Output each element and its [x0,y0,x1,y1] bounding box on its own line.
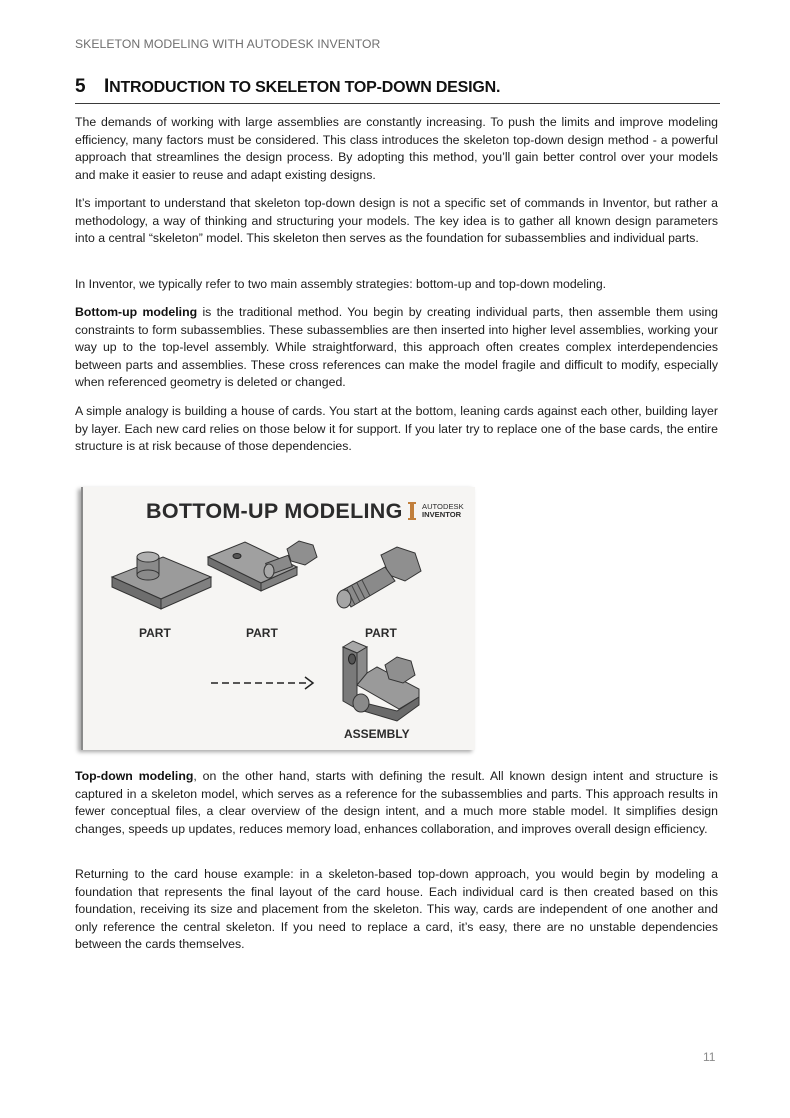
paragraph-strategies: In Inventor, we typically refer to two main assembly strategies: bottom-up and top-down modeling. [75,277,607,291]
section-title: INTRODUCTION TO SKELETON TOP-DOWN DESIGN. [104,76,501,97]
part-plate-bolt-icon [205,539,323,607]
inventor-i-icon [408,502,416,520]
running-header: SKELETON MODELING WITH AUTODESK INVENTOR [75,37,381,51]
part-label: PART [365,626,397,640]
figure-title: BOTTOM-UP MODELING [146,499,403,523]
section-heading [75,76,720,104]
page-number: 11 [703,1050,716,1064]
paragraph-intro: The demands of working with large assemblies are constantly increasing. To push the limits and improve modeling efficiency, many factors must be considered. This class introduces the skeleton top-down design method - a powerful approach that streamlines the design process. By adopting this method, you’ll gain better control over your models and make it easier to reuse and adapt existing designs. [75,115,718,182]
part-label: PART [139,626,171,640]
section-number: 5 [75,76,86,97]
term-top-down: Top-down modeling [75,769,194,783]
part-label: PART [246,626,278,640]
dashed-arrow-icon [209,675,319,691]
part-block-cylinder-icon [109,549,215,619]
paragraph-methodology: It’s important to understand that skeleton top-down design is not a specific set of commands in Inventor, but rather a methodology, a way of thinking and structuring your models. The key idea is to gather all known design parameters into a central “skeleton” model. This skeleton then serves as the foundation for subassemblies and individual parts. [75,196,718,246]
autodesk-inventor-logo: AUTODESK INVENTOR [408,502,464,520]
paragraph-bottom-up: Bottom-up modeling is the traditional method. You begin by creating individual parts, then assemble them using constraints to form subassemblies. These subassemblies are then inserted into higher level assemblies, working your way up to the top-level assembly. While straightforward, this approach often creates complex interdependencies between parts and assemblies. These cross references can make the model fragile and difficult to modify, especially when referenced geometry is deleted or changed. [75,305,718,390]
assembly-icon [339,639,421,725]
paragraph-card-house-return: Returning to the card house example: in a skeleton-based top-down approach, you would begin by modeling a foundation that represents the final layout of the card house. Each individual card is then created based on this foundation, receiving its size and placement from the skeleton. This way, cards are independent of one another and only reference the central skeleton. If you need to replace a card, it’s easy, there are no unstable dependencies between the cards themselves. [75,867,718,952]
term-bottom-up: Bottom-up modeling [75,305,198,319]
bottom-up-modeling-figure [81,487,475,750]
assembly-label: ASSEMBLY [344,727,410,741]
part-hex-bolt-icon [333,545,425,617]
paragraph-top-down: Top-down modeling, on the other hand, starts with defining the result. All known design intent and structure is captured in a skeleton model, which serves as a reference for the subassemblies and parts. This approach results in fewer conceptual files, a clear overview of the design intent, and a much more stable model. It simplifies design changes, speeds up updates, reduces memory load, enhances collaboration, and improves overall design efficiency. [75,769,718,836]
paragraph-card-analogy: A simple analogy is building a house of cards. You start at the bottom, leaning cards against each other, building layer by layer. Each new card relies on those below it for support. If you later try to replace one of the base cards, the entire structure is at risk because of those dependencies. [75,404,718,454]
